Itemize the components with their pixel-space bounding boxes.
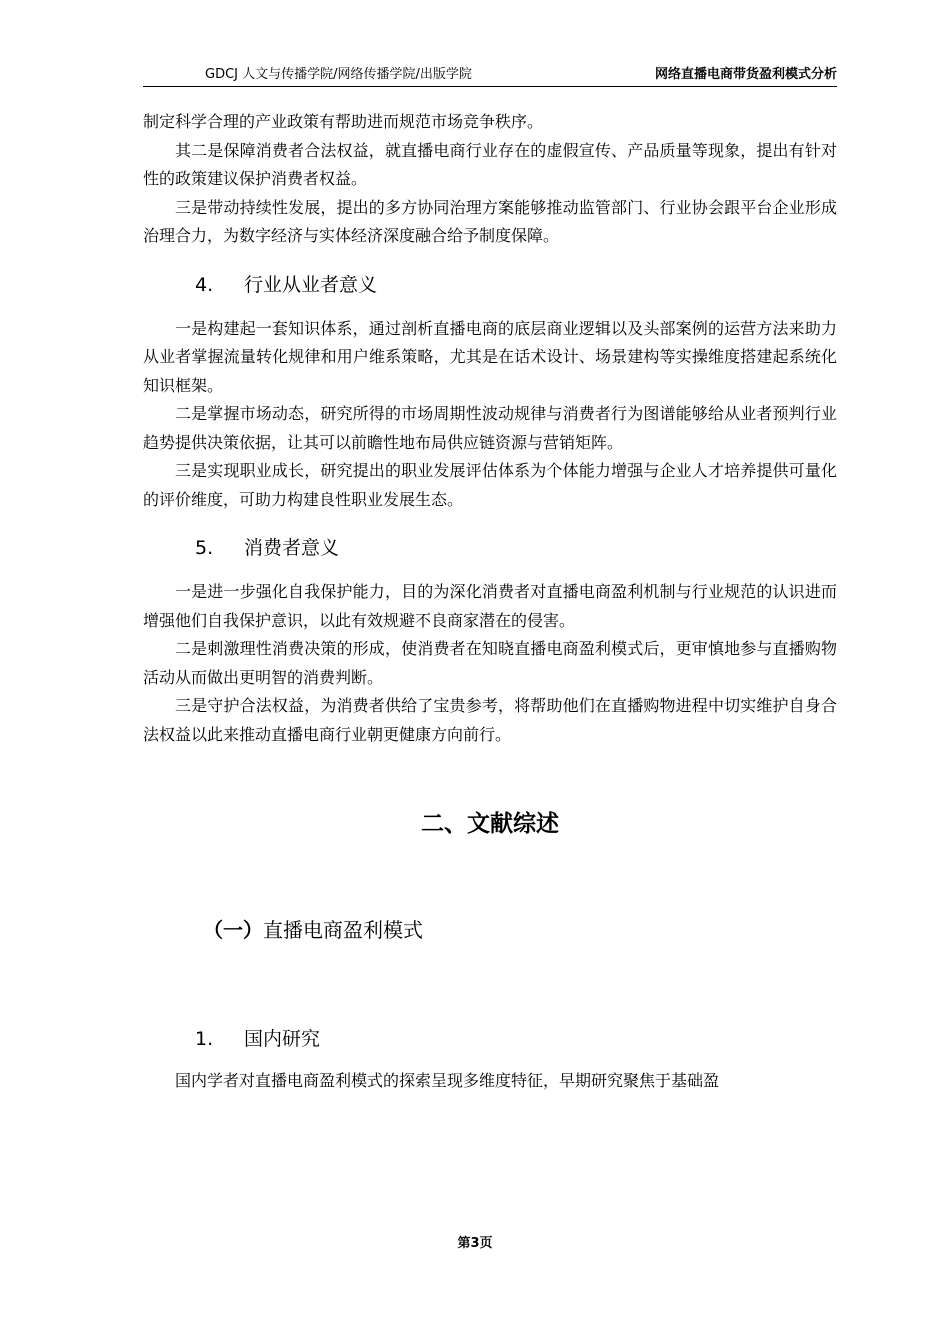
subsection-heading — [143, 915, 837, 945]
section-number: 5. — [195, 537, 214, 559]
section-number: 1. — [195, 1028, 214, 1050]
paragraph: 三是守护合法权益，为消费者供给了宝贵参考，将帮助他们在直播购物进程中切实维护自身合法权益以此来推动直播电商行业朝更健康方向前行。 — [143, 696, 837, 744]
page-number: 第3页 — [457, 1236, 493, 1251]
paragraph: 三是实现职业成长，研究提出的职业发展评估体系为个体能力增强与企业人才培养提供可量化的评价维度，可助力构建良性职业发展生态。 — [143, 461, 837, 509]
chapter-heading: 二、文献综述 — [421, 811, 559, 837]
page-header — [143, 66, 837, 87]
paragraph: 制定科学合理的产业政策有帮助进而规范市场竞争秩序。 — [143, 112, 544, 131]
section-number: 4. — [195, 273, 214, 296]
section-heading-5 — [143, 534, 837, 562]
paragraph: 三是带动持续性发展，提出的多方协同治理方案能够推动监管部门、行业协会跟平台企业形成治理合力，为数字经济与实体经济深度融合给予制度保障。 — [143, 197, 837, 245]
subsection-title: 直播电商盈利模式 — [263, 918, 423, 942]
section-title: 消费者意义 — [244, 537, 340, 559]
paragraph: 其二是保障消费者合法权益，就直播电商行业存在的虚假宣传、产品质量等现象，提出有针对性的政策建议保护消费者权益。 — [143, 140, 837, 188]
subsection-number: （一） — [203, 918, 263, 942]
section-title: 行业从业者意义 — [244, 273, 378, 296]
paragraph: 一是进一步强化自我保护能力，目的为深化消费者对直播电商盈利机制与行业规范的认识进而增强他们自我保护意识，以此有效规避不良商家潜在的侵害。 — [143, 582, 837, 630]
paragraph: 国内学者对直播电商盈利模式的探索呈现多维度特征，早期研究聚焦于基础盈 — [175, 1071, 720, 1090]
header-paper-title: 网络直播电商带货盈利模式分析 — [654, 67, 837, 82]
section-title: 国内研究 — [244, 1028, 321, 1050]
paragraph: 一是构建起一套知识体系，通过剖析直播电商的底层商业逻辑以及头部案例的运营方法来助力从业者掌握流量转化规律和用户维系策略，尤其是在话术设计、场景建构等实操维度搭建起系统化知识框架。 — [143, 318, 837, 395]
document-body — [143, 108, 837, 1096]
paragraph: 二是刺激理性消费决策的形成，使消费者在知晓直播电商盈利模式后，更审慎地参与直播购物活动从而做出更明智的消费判断。 — [143, 639, 837, 687]
section-heading-4 — [143, 271, 837, 299]
section-heading-1 — [143, 1025, 837, 1053]
paragraph: 二是掌握市场动态，研究所得的市场周期性波动规律与消费者行为图谱能够给从业者预判行业趋势提供决策依据，让其可以前瞻性地布局供应链资源与营销矩阵。 — [143, 404, 837, 452]
header-institution: GDCJ 人文与传播学院/网络传播学院/出版学院 — [205, 67, 472, 82]
